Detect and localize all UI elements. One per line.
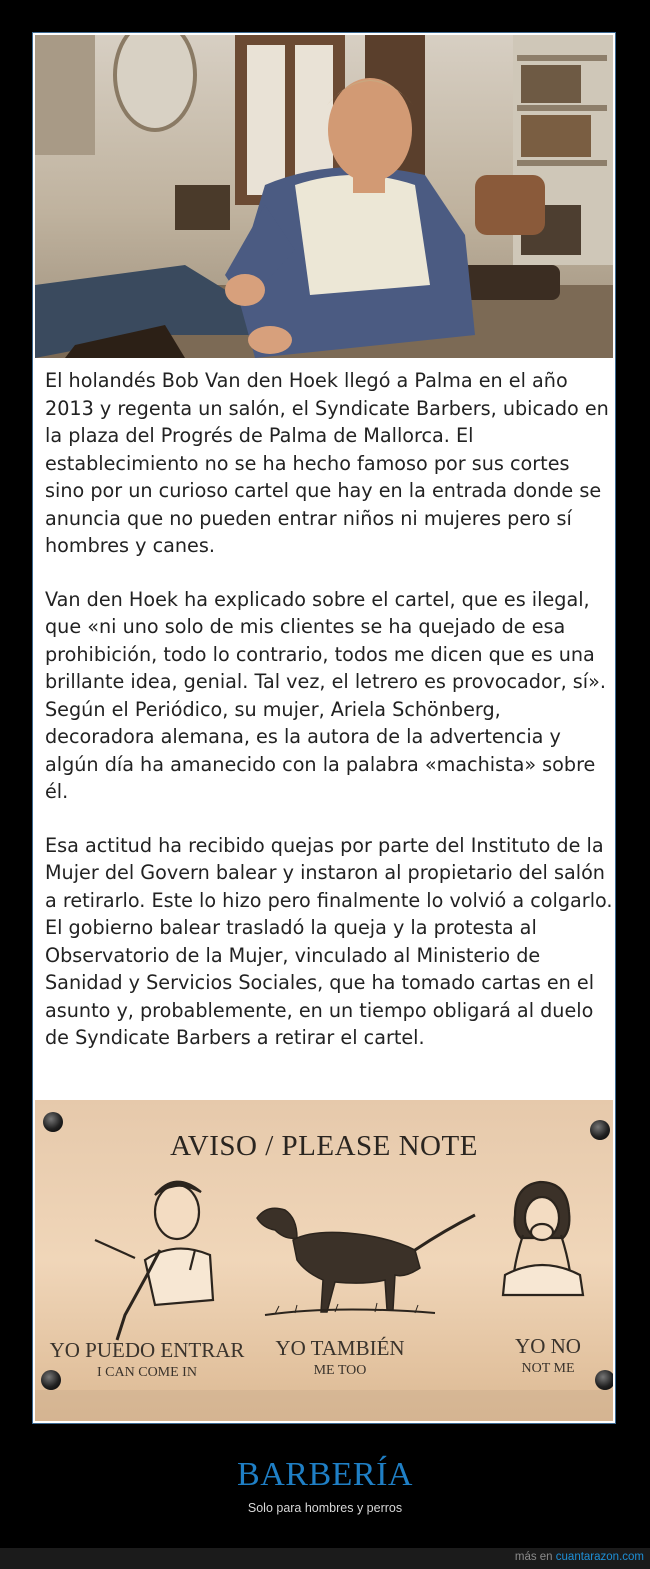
barber-photo <box>35 35 613 358</box>
barber-photo-illustration <box>35 35 613 358</box>
article-paragraph: El holandés Bob Van den Hoek llegó a Palma en el año 2013 y regenta un salón, el Syndicate Barbers, ubicado en la plaza del Progrés de Palma de Mallorca. El establecimiento no se ha hecho famoso por sus cortes sino por un curioso cartel que hay en la entrada donde se anuncia que no pueden entrar niños ni mujeres pero sí hombres y canes. <box>45 369 609 557</box>
footer-prefix: más en <box>514 1551 553 1563</box>
site-link[interactable]: cuantarazon.com <box>555 1551 644 1563</box>
caption-dog <box>265 1336 415 1379</box>
footer-credit <box>515 1551 644 1563</box>
caption-dog-main: YO TAMBIÉN <box>275 1336 405 1360</box>
caption-woman-sub: NOT ME <box>521 1361 575 1376</box>
caption-man-sub: I CAN COME IN <box>97 1365 197 1380</box>
footer-bar <box>0 1548 650 1569</box>
caption-woman-main: YO NO <box>515 1334 581 1358</box>
post-subtitle: Solo para hombres y perros <box>247 1501 403 1515</box>
screw-icon <box>595 1370 613 1390</box>
caption-dog-sub: ME TOO <box>313 1363 367 1378</box>
article-body <box>45 367 613 1078</box>
screw-icon <box>43 1112 63 1132</box>
caption-man-main: YO PUEDO ENTRAR <box>49 1338 245 1362</box>
article-paragraph: Esa actitud ha recibido quejas por parte del Instituto de la Mujer del Govern balear y instaron al propietario del salón a retirarlo. Este lo hizo pero finalmente lo volvió a colgarlo. El gobierno balear trasladó la queja y la protesta al Observatorio de la Mujer, vinculado al Ministerio de Sanidad y Servicios Sociales, que ha tomado cartas en el asunto y, probablemente, en un tiempo obligará al duelo de Syndicate Barbers a retirar el cartel. <box>45 833 613 1049</box>
caption-woman <box>503 1334 593 1377</box>
post-frame <box>32 32 616 1424</box>
post-title: BARBERÍA <box>237 1456 413 1493</box>
caption-man <box>47 1338 247 1381</box>
article-paragraph: Van den Hoek ha explicado sobre el cartel, que es ilegal, que «ni uno solo de mis clientes se ha quejado de esa prohibición, todo lo contrario, todos me dicen que es una brillante idea, genial. Tal vez, el letrero es provocador, sí». Según el Periódico, su mujer, Ariela Schönberg, decoradora alemana, es la autora de la advertencia y algún día ha amanecido con la palabra «machista» sobre él. <box>45 587 606 803</box>
barbershop-sign-photo <box>35 1100 613 1421</box>
sign-title: AVISO / PLEASE NOTE <box>170 1130 478 1162</box>
